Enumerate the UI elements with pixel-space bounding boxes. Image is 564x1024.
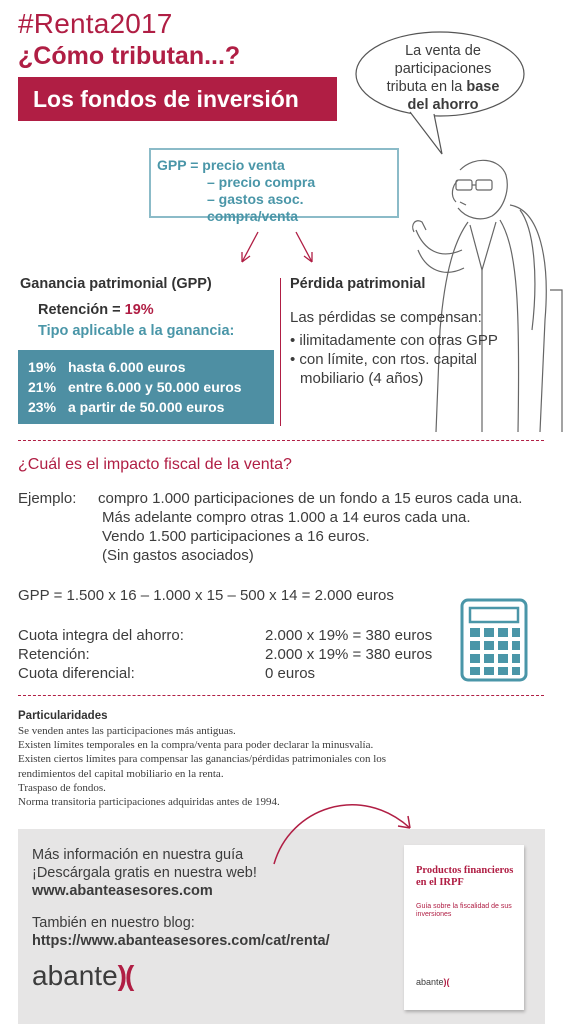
gpp-formula-line: – gastos asoc. compra/venta — [207, 191, 304, 224]
blog-link[interactable]: https://www.abanteasesores.com/cat/renta/ — [32, 933, 330, 949]
gpp-formula-line: – precio compra — [207, 174, 316, 190]
tipo-aplicable-label: Tipo aplicable a la ganancia: — [38, 323, 235, 339]
guide-book-cover[interactable] — [404, 845, 524, 1010]
vertical-divider — [280, 278, 281, 426]
cuota-value: 2.000 x 19% = 380 euros — [265, 627, 433, 644]
page-title-banner — [18, 77, 337, 121]
gpp-equation: GPP = 1.500 x 16 – 1.000 x 15 – 500 x 14 = 2.000 euros — [18, 587, 394, 604]
gpp-formula-box — [149, 148, 399, 224]
calculator-icon — [460, 598, 528, 682]
book-logo: abante)( — [416, 977, 450, 987]
list-item: Existen límites temporales en la compra/venta para poder declarar la minusvalía. — [18, 739, 374, 752]
section-divider — [18, 695, 544, 696]
retencion-line: Retención = 19% — [38, 302, 154, 318]
gpp-formula-line: GPP = precio venta — [157, 157, 285, 173]
particularidades-title: Particularidades — [18, 710, 108, 722]
cuota-label: Cuota diferencial: — [18, 665, 135, 682]
rate-row: 19% hasta 6.000 euros — [28, 359, 186, 375]
curved-arrow-icon — [270, 788, 420, 868]
guide-info: Más información en nuestra guía ¡Descárgala gratis en nuestra web! www.abanteasesores.com — [32, 847, 257, 899]
section-divider — [18, 440, 544, 441]
cuota-value: 0 euros — [265, 665, 316, 682]
book-subtitle: Guía sobre la fiscalidad de sus inversiones — [416, 903, 512, 918]
rates-table — [18, 350, 274, 424]
list-item: Norma transitoria participaciones adquiridas antes de 1994. — [18, 796, 280, 809]
rate-row: 23% a partir de 50.000 euros — [28, 399, 225, 415]
cuota-label: Cuota integra del ahorro: — [18, 627, 184, 644]
website-link[interactable]: www.abanteasesores.com — [32, 883, 213, 899]
arrow-icon — [232, 228, 322, 268]
question-heading: ¿Cómo tributan...? — [18, 42, 241, 70]
perdida-title: Pérdida patrimonial — [290, 276, 426, 292]
blog-info: También en nuestro blog: https://www.abanteasesores.com/cat/renta/ — [32, 915, 330, 949]
list-item: rendimientos del capital mobiliario en la renta. — [18, 767, 224, 780]
ejemplo-block: Ejemplo: compro 1.000 participaciones de un fondo a 15 euros cada una. Más adelante compro otras 1.000 a 14 euros cada una. Vendo 1.500 participaciones a 16 euros. (Sin gastos asociados) — [18, 490, 523, 564]
rate-row: 21% entre 6.000 y 50.000 euros — [28, 379, 242, 395]
abante-logo: abante)( — [32, 960, 133, 991]
list-item: Existen ciertos límites para compensar las ganancias/pérdidas patrimoniales con los — [18, 753, 387, 766]
cuota-value: 2.000 x 19% = 380 euros — [265, 646, 433, 663]
book-title: Productos financieros en el IRPF — [416, 865, 514, 888]
list-item: Traspaso de fondos. — [18, 781, 106, 794]
cuota-label: Retención: — [18, 646, 90, 663]
page-title: Los fondos de inversión — [33, 85, 299, 112]
hashtag-title: #Renta2017 — [18, 8, 173, 39]
bubble-text: La venta de participaciones tributa en la base del ahorro — [386, 43, 500, 113]
perdida-text: Las pérdidas se compensan: • ilimitadamente con otras GPP • con límite, con rtos. capital mobiliario (4 años) — [290, 309, 498, 387]
ganancia-title: Ganancia patrimonial (GPP) — [20, 276, 212, 292]
impact-question: ¿Cuál es el impacto fiscal de la venta? — [18, 456, 292, 473]
list-item: Se venden antes las participaciones más antiguas. — [18, 725, 236, 737]
